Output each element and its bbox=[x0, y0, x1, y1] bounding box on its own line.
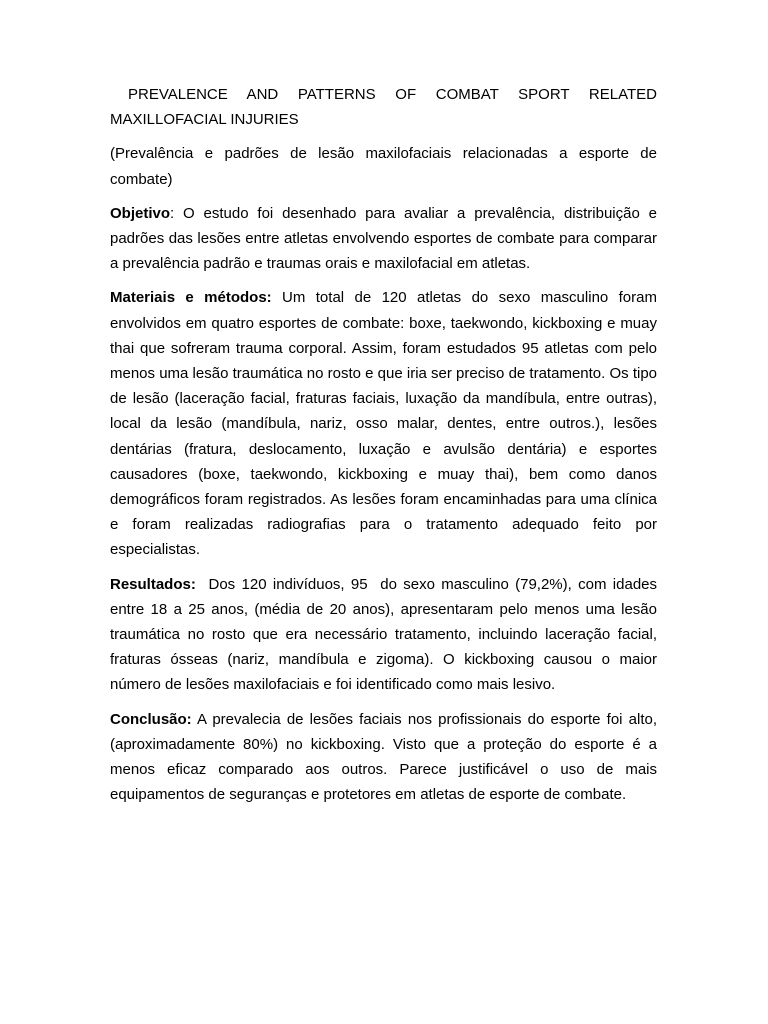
section-conclusao bbox=[110, 707, 662, 808]
section-materiais-metodos bbox=[110, 285, 662, 562]
section-text: Dos 120 indivíduos, 95 do sexo masculino (79,2%), com idades entre 18 a 25 anos, (média de 20 anos), apresentaram pelo menos uma lesão traumática no rosto que era necessário tratamento, incluindo laceração facial, fraturas ósseas (nariz, mandíbula e zigoma). O kickboxing causou o maior número de lesões maxilofaciais e foi identificado como mais lesivo. bbox=[110, 575, 662, 694]
section-label: Objetivo bbox=[110, 204, 171, 222]
section-resultados bbox=[110, 572, 662, 698]
section-text: A prevalecia de lesões faciais nos profissionais do esporte foi alto, (aproximadamente 80%) no kickboxing. Visto que a proteção do esporte é a menos eficaz comparado aos outros. Parece justificável o uso de mais equipamentos de seguranças e protetores em atletas de esporte de combate. bbox=[110, 710, 662, 804]
document-subtitle: (Prevalência e padrões de lesão maxilofaciais relacionadas a esporte de combate) bbox=[110, 145, 657, 188]
section-text: Um total de 120 atletas do sexo masculino foram envolvidos em quatro esportes de combate: boxe, taekwondo, kickboxing e muay thai que sofreram trauma corporal. Assim, foram estudados 95 atletas com pelo menos uma lesão traumática no rosto e que iria ser preciso de tratamento. Os tipo de lesão (laceração facial, fraturas faciais, luxação da mandíbula, entre outras), local da lesão (mandíbula, nariz, osso malar, dentes, entre outros.), lesões dentárias (fratura, deslocamento, luxação e avulsão dentária) e esportes causadores (boxe, taekwondo, kickboxing e muay thai), bem como danos demográficos foram registrados. As lesões foram encaminhadas para uma clínica e foram realizadas radiografias para o tratamento adequado feito por especialistas. bbox=[110, 289, 662, 559]
document-title: PREVALENCE AND PATTERNS OF COMBAT SPORT RELATED MAXILLOFACIAL INJURIES bbox=[110, 86, 657, 129]
document-page bbox=[110, 82, 662, 816]
section-text: : O estudo foi desenhado para avaliar a prevalência, distribuição e padrões das lesões entre atletas envolvendo esportes de combate para comparar a prevalência padrão e traumas orais e maxilofacial em atletas. bbox=[110, 204, 662, 273]
section-label: Resultados: bbox=[110, 575, 196, 593]
section-label: Conclusão: bbox=[110, 710, 192, 728]
section-label: Materiais e métodos: bbox=[110, 289, 272, 307]
section-objetivo bbox=[110, 201, 662, 277]
